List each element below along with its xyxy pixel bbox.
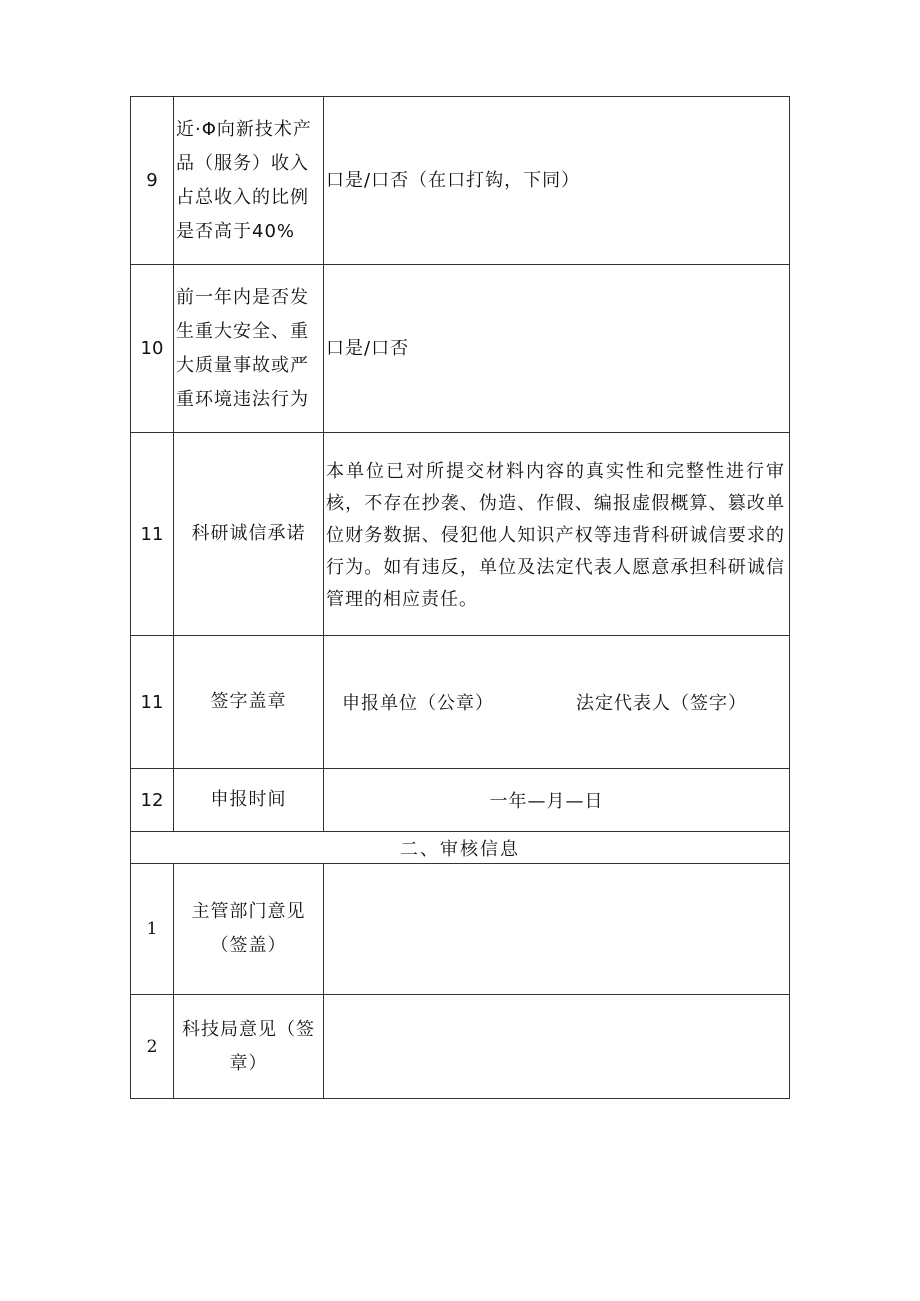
item-label-line: 章） (229, 1052, 268, 1074)
section-title: 二、审核信息 (131, 832, 790, 864)
row-number: 11 (131, 636, 174, 769)
item-label (174, 636, 324, 769)
item-label-line: 科技局意见（签 (182, 1018, 315, 1040)
row-number: 12 (131, 769, 174, 832)
legal-rep-signature-label[interactable]: 法定代表人（签字） (576, 693, 747, 714)
row-number: 9 (131, 97, 174, 265)
item-label-line: 占总收入的比例 (176, 186, 309, 208)
opinion-cell[interactable] (324, 995, 790, 1099)
item-label (174, 265, 324, 433)
table-row (131, 433, 790, 636)
table-row (131, 769, 790, 832)
table-row (131, 995, 790, 1099)
item-label-line: 前一年内是否发 (176, 286, 309, 308)
integrity-pledge-text: 本单位已对所提交材料内容的真实性和完整性进行审核，不存在抄袭、伪造、作假、编报虚假概算、篡改单位财务数据、侵犯他人知识产权等违背科研诚信要求的行为。如有违反，单位及法定代表人愿意承担科研诚信管理的相应责任。 (326, 461, 785, 610)
yes-no-choice[interactable]: 口是/口否 (326, 337, 410, 359)
item-label-line: 生重大安全、重 (176, 320, 309, 342)
value-cell (324, 433, 790, 636)
item-label-text: 科研诚信承诺 (191, 523, 306, 544)
application-date[interactable]: 一年—月—日 (489, 791, 604, 812)
item-label-line: 近·Φ向新技术产 (176, 118, 312, 140)
row-number: 10 (131, 265, 174, 433)
value-cell (324, 636, 790, 769)
item-label-line: 重环境违法行为 (176, 388, 309, 410)
item-label-line: 大质量事故或严 (176, 354, 309, 376)
row-number: 11 (131, 433, 174, 636)
item-label-line: 品（服务）收入 (176, 152, 309, 174)
row-number: 2 (131, 995, 174, 1099)
unit-seal-label[interactable]: 申报单位（公章） (342, 693, 494, 714)
section-header-row (131, 832, 790, 864)
item-label (174, 995, 324, 1099)
table-row (131, 265, 790, 433)
table-row (131, 864, 790, 995)
item-label (174, 433, 324, 636)
value-cell[interactable] (324, 97, 790, 265)
yes-no-choice[interactable]: 口是/口否（在口打钩，下同） (326, 169, 581, 191)
item-label-line: 是否高于40% (176, 220, 296, 242)
table-row (131, 97, 790, 265)
row-number: 1 (131, 864, 174, 995)
application-form-table (130, 96, 790, 1099)
table-row (131, 636, 790, 769)
item-label-line: 主管部门意见 (191, 901, 306, 922)
value-cell[interactable] (324, 265, 790, 433)
item-label (174, 769, 324, 832)
item-label (174, 97, 324, 265)
item-label-text: 签字盖章 (210, 691, 287, 712)
item-label-line: （签盖） (210, 935, 287, 956)
opinion-cell[interactable] (324, 864, 790, 995)
value-cell[interactable] (324, 769, 790, 832)
item-label-text: 申报时间 (210, 789, 287, 810)
item-label (174, 864, 324, 995)
